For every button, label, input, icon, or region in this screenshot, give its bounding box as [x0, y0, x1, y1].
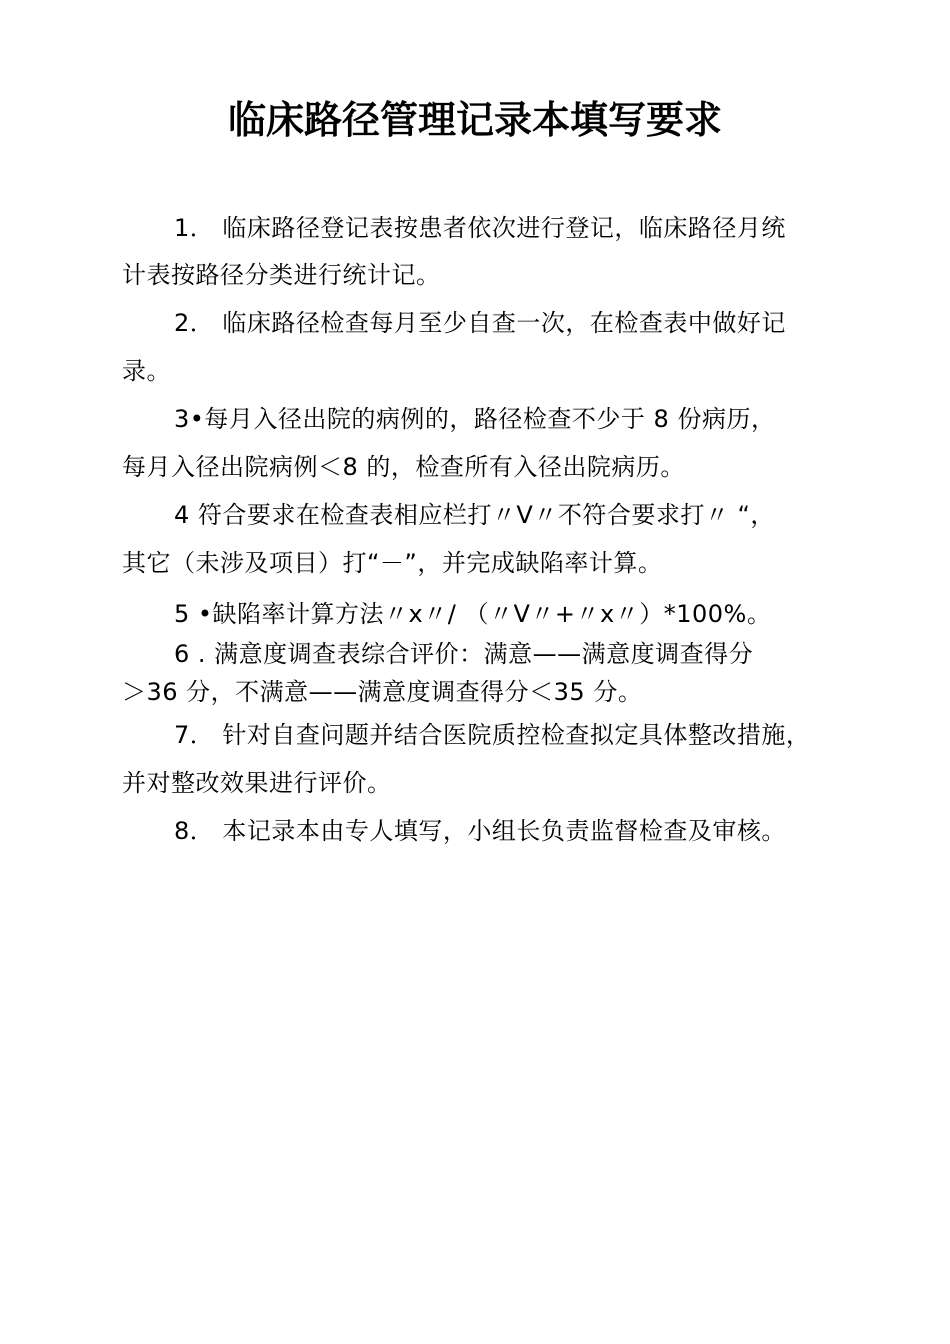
document-title: 临床路径管理记录本填写要求 — [227, 98, 722, 142]
item-1-line-1: 1． 临床路径登记表按患者依次进行登记，临床路径月统 — [174, 214, 786, 242]
item-4-line-2: 其它（未涉及项目）打“－”，并完成缺陷率计算。 — [122, 549, 663, 577]
item-6-line-2: ＞36 分，不满意——满意度调查得分＜35 分。 — [122, 678, 643, 706]
item-7-line-1: 7． 针对自查问题并结合医院质控检查拟定具体整改措施， — [174, 721, 811, 749]
item-2-line-2: 录。 — [122, 357, 171, 385]
item-1-line-2: 计表按路径分类进行统计记。 — [122, 261, 441, 289]
item-7-line-2: 并对整改效果进行评价。 — [122, 769, 392, 797]
item-3-line-1: 3•每月入径出院的病例的，路径检查不少于 8 份病历， — [174, 405, 776, 433]
item-4-line-1: 4 符合要求在检查表相应栏打〃V〃不符合要求打〃 “， — [174, 501, 775, 529]
item-2-line-1: 2． 临床路径检查每月至少自查一次，在检查表中做好记 — [174, 309, 786, 337]
item-8-line-1: 8． 本记录本由专人填写，小组长负责监督检查及审核。 — [174, 817, 786, 845]
item-5-line-1: 5 •缺陷率计算方法〃x〃/ （〃V〃+〃x〃）*100%。 — [174, 600, 772, 628]
item-3-line-2: 每月入径出院病例＜8 的，检查所有入径出院病历。 — [122, 453, 685, 481]
item-6-line-1: 6 . 满意度调查表综合评价：满意——满意度调查得分 — [174, 640, 754, 668]
